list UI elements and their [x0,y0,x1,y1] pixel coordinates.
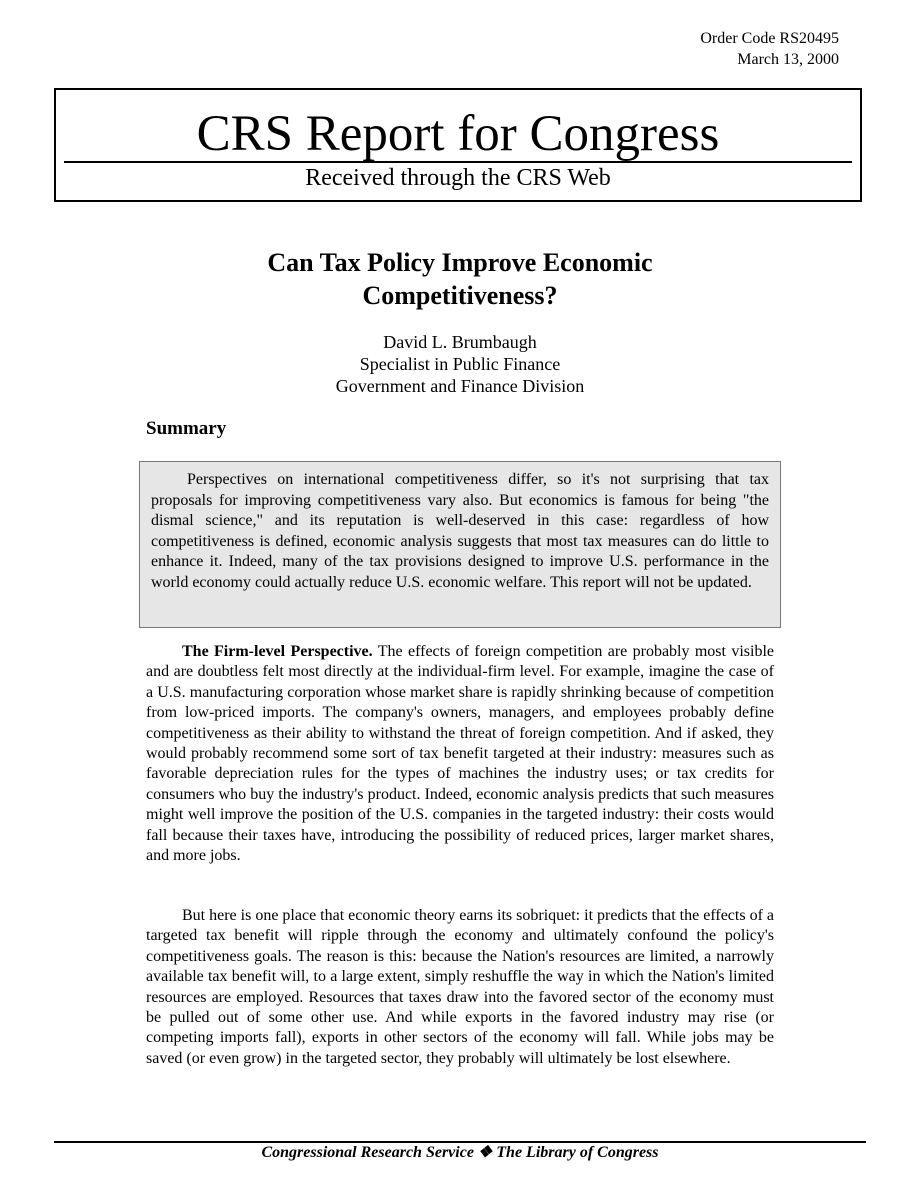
order-code-block [700,28,839,70]
author-block [146,331,774,397]
document-title [146,246,774,312]
author-position: Specialist in Public Finance [359,354,561,374]
order-code: Order Code RS20495 [700,30,839,47]
header-subtitle: Received through the CRS Web [305,165,611,191]
summary-box [139,461,781,628]
document-title-line-1: Can Tax Policy Improve Economic [267,248,653,277]
author-name: David L. Brumbaugh [383,332,537,352]
report-header [54,88,862,202]
document-title-line-2: Competitiveness? [362,281,558,310]
summary-heading: Summary [146,418,227,439]
body-paragraph-1 [146,642,774,866]
paragraph-text: The effects of foreign competition are probably most visible and are doubtless felt most directly at the individual-firm level. For example, imagine the case of a U.S. manufacturing corporation whose market share is rapidly shrinking because of competition from low-priced imports. The company's owners, managers, and employees probably define competitiveness as their ability to withstand the threat of foreign competition. And if asked, they would probably recommend some sort of tax benefit targeted at their industry: measures such as favorable depreciation rules for the types of machines the industry uses; or tax credits for consumers who buy the industry's product. Indeed, economic analysis predicts that such measures might well improve the position of the U.S. companies in the targeted industry: their costs would fall because their taxes have, introducing the possibility of reduced prices, larger market shares, and more jobs. [146,643,775,865]
summary-text: Perspectives on international competitiveness differ, so it's not surprising that tax proposals for improving competitiveness vary also. But economics is famous for being "the dismal science," and its reputation is well-deserved in this case: regardless of how competitiveness is defined, economic analysis suggests that most tax measures can do little to enhance it. Indeed, many of the tax provisions designed to improve U.S. performance in the world economy could actually reduce U.S. economic welfare. This report will not be updated. [151,471,769,591]
header-title: CRS Report for Congress [196,106,720,162]
body-paragraph-2 [146,906,774,1069]
footer-text: Congressional Research Service ❖ The Library of Congress [261,1144,659,1161]
author-division: Government and Finance Division [335,376,585,396]
paragraph-text: But here is one place that economic theory earns its sobriquet: it predicts that the effects of a targeted tax benefit will ripple through the economy and ultimately confound the policy's competitiveness goals. The reason is this: because the Nation's resources are limited, a narrowly available tax benefit will, to a large extent, simply reshuffle the way in which the Nation's limited resources are employed. Resources that taxes draw into the favored sector of the economy must be pulled out of some other use. And while exports in the favored industry may rise (or competing imports fall), exports in other sectors of the economy will fall. While jobs may be saved (or even grow) in the targeted sector, they probably will ultimately be lost elsewhere. [146,907,774,1067]
section-lead: The Firm-level Perspective. [182,643,373,660]
report-date: March 13, 2000 [737,51,839,68]
